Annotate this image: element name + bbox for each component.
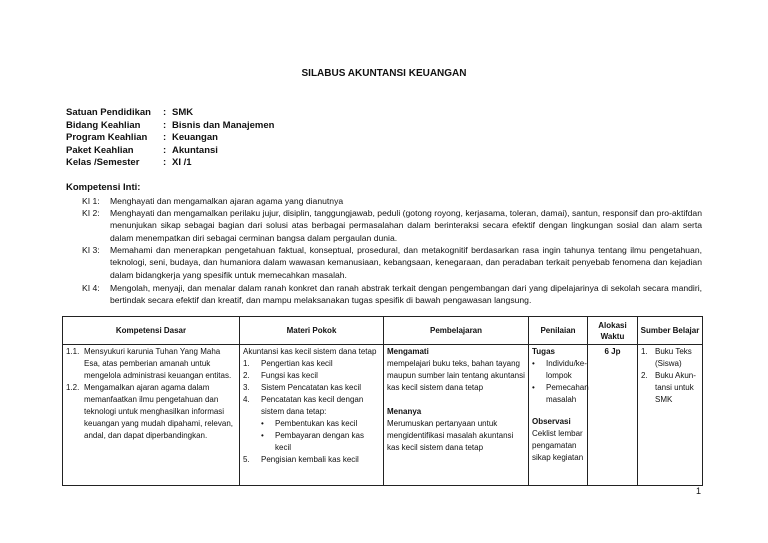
ki-text: Menghayati dan mengamalkan perilaku jujur, disiplin, tanggungjawab, peduli (gotong royong, kerjasama, toleran, damai), santun, responsif dan pro-aktifdan menunjukan sikap sebagai bagian dari solusi atas berbagai permasalahan dalam berinteraksi secara efektif dengan lingkungan sosial dan alam serta dalam menempatkan diri sebagai cerminan bangsa dalam pergaulan dunia. [110,208,702,243]
header-pembelajaran: Pembelajaran [384,317,529,345]
ki-text: Memahami dan menerapkan pengetahuan faktual, konseptual, prosedural, dan metakognitif berdasarkan rasa ingin tahunya tentang ilmu pengetahuan, teknologi, seni, budaya, dan humaniora dalam wawasan kemanusiaan, kebangsaan, kenegaraan, dan peradaban terkait penyebab fenomena dan kejadian dalam bidangkerja yang spesifik untuk memecahkan masalah. [110,245,702,280]
info-value: SMK [172,107,194,118]
tugas-text: Pemecahan masalah [546,383,589,404]
info-colon: : [163,132,167,143]
info-label: Program Keahlian [66,132,148,143]
info-value: Bisnis dan Manajemen [172,119,275,131]
info-label: Satuan Pendidikan [66,107,151,118]
ki-text: Menghayati dan mengamalkan ajaran agama yang dianutnya [110,196,344,206]
ki-code: KI 4: [82,283,100,293]
info-colon: : [163,107,167,118]
table-row [63,345,703,486]
observasi-heading: Observasi [532,417,571,426]
info-value: XI /1 [172,157,192,168]
pembelajaran-step-heading: Mengamati [387,347,429,356]
materi-subitem [261,430,380,454]
tugas-heading: Tugas [532,347,555,356]
materi-text: Pencatatan kas kecil dengan sistem dana tetap: [261,395,364,416]
materi-number: 1. [243,359,250,368]
ki-item [66,195,702,207]
header-materi: Materi Pokok [240,317,384,345]
materi-cell [240,345,384,486]
bullet-icon: • [261,419,264,428]
tugas-item [532,358,587,382]
tugas-text: Individu/ke-lompok [546,359,587,380]
kd-item [66,346,236,382]
materi-subitem [261,418,380,430]
ki-code: KI 2: [82,208,100,218]
tugas-item [532,382,589,406]
materi-number: 2. [243,371,250,380]
materi-number: 5. [243,455,250,464]
info-label: Kelas /Semester [66,157,140,168]
page-title: SILABUS AKUNTANSI KEUANGAN [301,68,467,79]
materi-number: 3. [243,383,250,392]
materi-text: Fungsi kas kecil [261,371,318,380]
header-penilaian: Penilaian [529,317,588,345]
info-row [66,145,274,158]
bullet-icon: • [532,359,535,368]
info-row [66,132,274,145]
ki-item [66,207,702,244]
sumber-item [641,370,699,406]
kd-number: 1.1. [66,347,80,356]
ki-text: Mengolah, menyaji, dan menalar dalam ranah konkret dan ranah abstrak terkait dengan pengembangan dari yang dipelajarinya di sekolah secara mandiri, bertindak secara efektif dan kreatif, dan mampu melaksanakan tugas spesifik di bawah pengawasan langsung. [110,283,702,306]
info-value: Keuangan [172,132,218,143]
table-header-row [63,317,703,345]
materi-intro: Akuntansi kas kecil sistem dana tetap [243,347,377,356]
materi-number: 4. [243,395,250,404]
pembelajaran-cell [384,345,529,486]
materi-item [243,358,380,370]
materi-subtext: Pembentukan kas kecil [275,419,358,428]
materi-item [243,454,380,466]
kd-cell [63,345,240,486]
materi-item [243,370,380,382]
pembelajaran-step-heading: Menanya [387,407,422,416]
info-label: Bidang Keahlian [66,119,141,131]
materi-item [243,382,380,394]
bullet-icon: • [532,383,535,392]
ki-item [66,282,702,307]
sumber-text: Buku Akun-tansi untuk SMK [655,371,696,404]
penilaian-cell [529,345,588,486]
bullet-icon: • [261,431,264,440]
ki-heading: Kompetensi Inti: [66,182,141,193]
info-colon: : [163,119,167,131]
pembelajaran-step-text: mempelajari buku teks, bahan tayang maupun sumber lain tentang akuntansi kas kecil sistem dana tetap [387,359,525,392]
kd-text: Mengamalkan ajaran agama dalam memanfaatkan ilmu pengetahuan dan teknologi untuk menghasilkan informasi keuangan yang mudah dipahami, relevan, andal, dan dapat diperbandingkan. [84,383,233,440]
header-kd: Kompetensi Dasar [63,317,240,345]
observasi-text: Ceklist lembar pengamatan sikap kegiatan [532,429,584,462]
page-number: 1 [696,486,702,496]
kd-number: 1.2. [66,383,80,392]
info-label: Paket Keahlian [66,144,134,156]
info-value: Akuntansi [172,144,218,156]
kd-text: Mensyukuri karunia Tuhan Yang Maha Esa, atas pemberian amanah untuk mengelola administrasi keuangan entitas. [84,347,232,380]
identity-block [66,107,274,170]
ki-item [66,244,702,281]
syllabus-table [62,316,703,486]
sumber-text: Buku Teks (Siswa) [655,347,692,368]
header-alokasi: Alokasi Waktu [588,317,638,345]
materi-subtext: Pembayaran dengan kas kecil [275,431,364,452]
info-colon: : [163,157,167,168]
header-sumber: Sumber Belajar [638,317,703,345]
materi-text: Pengisian kembali kas kecil [261,455,359,464]
info-row [66,157,274,170]
sumber-number: 1. [641,347,648,356]
info-row [66,107,274,120]
materi-text: Sistem Pencatatan kas kecil [261,383,362,392]
pembelajaran-step-text: Merumuskan pertanyaan untuk mengidentifikasi masalah akuntansi kas kecil sistem dana tetap [387,419,514,452]
info-colon: : [163,144,167,156]
kd-item [66,382,236,442]
ki-code: KI 3: [82,245,100,255]
materi-text: Pengertian kas kecil [261,359,333,368]
ki-code: KI 1: [82,196,100,206]
info-row [66,120,274,133]
materi-item [243,394,380,418]
sumber-item [641,346,699,370]
alokasi-cell: 6 Jp [588,345,638,486]
sumber-number: 2. [641,371,648,380]
sumber-cell [638,345,703,486]
